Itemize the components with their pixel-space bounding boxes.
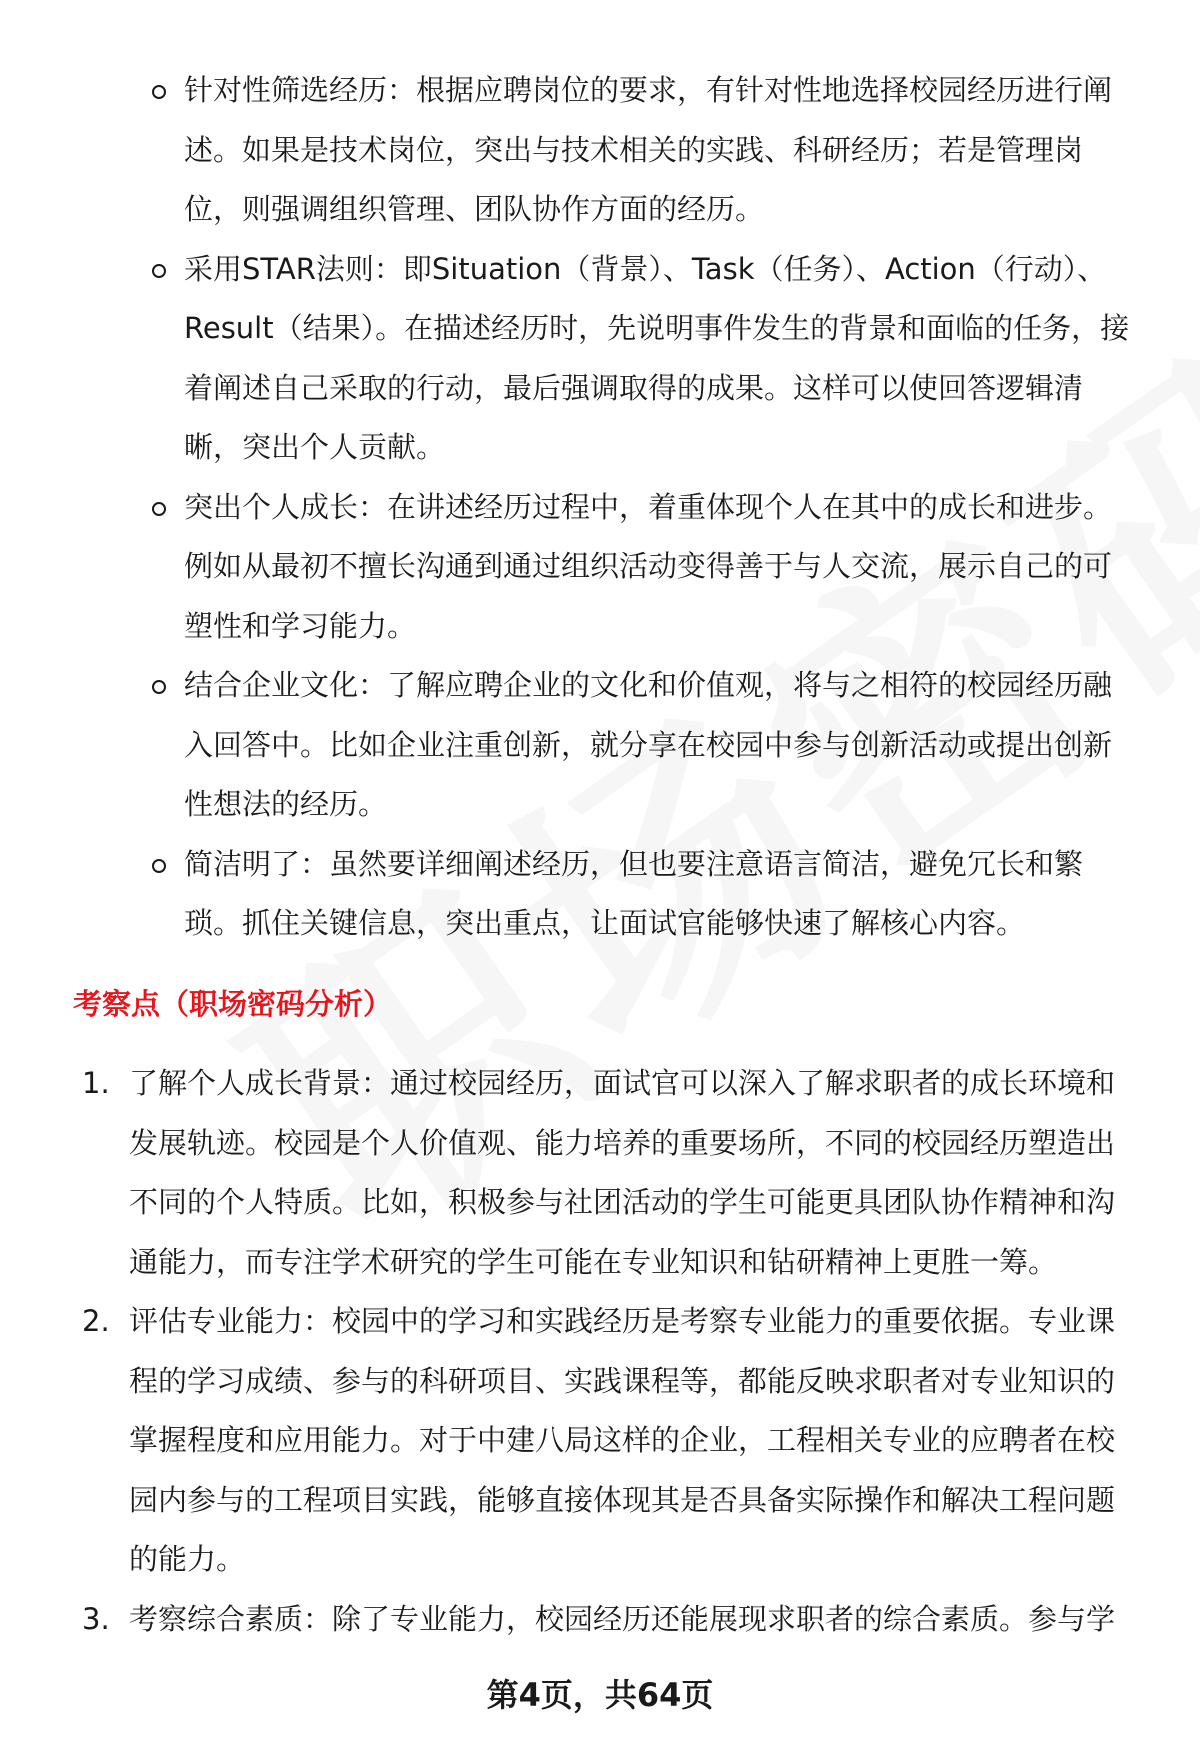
point-text: 了解个人成长背景：通过校园经历，面试官可以深入了解求职者的成长环境和发展轨迹。校园是个人价值观、能力培养的重要场所，不同的校园经历塑造出不同的个人特质。比如，积极参与社团活动的学生可能更具团队协作精神和沟通能力，而专注学术研究的学生可能在专业知识和钻研精神上更胜一筹。 bbox=[129, 1066, 1116, 1279]
item-number: 1. bbox=[82, 1066, 110, 1100]
list-item bbox=[82, 1590, 1142, 1650]
points-list bbox=[82, 1054, 1142, 1649]
list-item bbox=[148, 61, 1138, 240]
tip-text: 针对性筛选经历：根据应聘岗位的要求，有针对性地选择校园经历进行阐述。如果是技术岗位，突出与技术相关的实践、科研经历；若是管理岗位，则强调组织管理、团队协作方面的经历。 bbox=[184, 73, 1113, 226]
hollow-bullet-icon bbox=[152, 502, 166, 516]
list-item bbox=[82, 1054, 1142, 1292]
point-text: 考察综合素质：除了专业能力，校园经历还能展现求职者的综合素质。参与学 bbox=[129, 1601, 1116, 1636]
list-item bbox=[148, 240, 1138, 478]
page-number: 第4页，共64页 bbox=[486, 1676, 714, 1714]
tip-text: 突出个人成长：在讲述经历过程中，着重体现个人在其中的成长和进步。例如从最初不擅长沟通到通过组织活动变得善于与人交流，展示自己的可塑性和学习能力。 bbox=[184, 489, 1113, 643]
list-item bbox=[148, 656, 1138, 835]
hollow-bullet-icon bbox=[152, 680, 166, 694]
hollow-bullet-icon bbox=[152, 264, 166, 278]
tip-text: 简洁明了：虽然要详细阐述经历，但也要注意语言简洁，避免冗长和繁琐。抓住关键信息，突出重点，让面试官能够快速了解核心内容。 bbox=[184, 846, 1084, 940]
tip-text: 结合企业文化：了解应聘企业的文化和价值观，将与之相符的校园经历融入回答中。比如企业注重创新，就分享在校园中参与创新活动或提出创新性想法的经历。 bbox=[184, 668, 1113, 821]
list-item bbox=[148, 835, 1138, 954]
item-number: 3. bbox=[82, 1601, 110, 1636]
hollow-bullet-icon bbox=[152, 85, 166, 99]
section-heading: 考察点（职场密码分析） bbox=[73, 987, 393, 1021]
hollow-bullet-icon bbox=[152, 859, 166, 873]
list-item bbox=[82, 1292, 1142, 1590]
point-text: 评估专业能力：校园中的学习和实践经历是考察专业能力的重要依据。专业课程的学习成绩、参与的科研项目、实践课程等，都能反映求职者对专业知识的掌握程度和应用能力。对于中建八局这样的企业，工程相关专业的应聘者在校园内参与的工程项目实践，能够直接体现其是否具备实际操作和解决工程问题的能力。 bbox=[129, 1304, 1116, 1576]
tips-list bbox=[148, 61, 1138, 954]
tip-text: 采用STAR法则：即Situation（背景）、Task（任务）、Action（行动）、Result（结果）。在描述经历时，先说明事件发生的背景和面临的任务，接着阐述自己采取的行动，最后强调取得的成果。这样可以使回答逻辑清晰，突出个人贡献。 bbox=[184, 251, 1130, 464]
item-number: 2. bbox=[82, 1304, 110, 1338]
list-item bbox=[148, 478, 1138, 657]
